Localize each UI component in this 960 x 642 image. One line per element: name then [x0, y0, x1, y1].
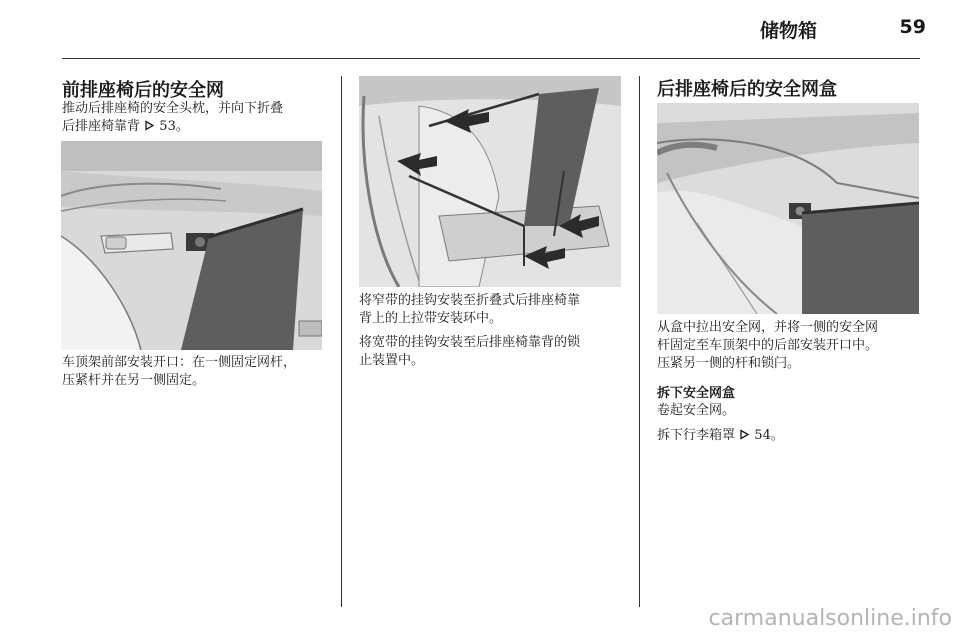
col3-para3: [657, 427, 784, 445]
page-number: 59: [899, 16, 926, 38]
col2-para1-line1: 将窄带的挂钩安装至折叠式后排座椅靠: [359, 293, 581, 308]
arrow-ref-icon[interactable]: [739, 428, 754, 443]
section-heading-front-net: 前排座椅后的安全网: [62, 80, 224, 101]
figure-net-box: [657, 103, 919, 314]
intro-text-label: 后排座椅靠背: [62, 119, 141, 134]
intro-page-ref[interactable]: 53。: [159, 119, 189, 134]
net-box-shape: [802, 203, 919, 314]
col3-page-ref[interactable]: 54。: [754, 428, 784, 443]
col3-para3-label: 拆下行李箱罩: [657, 428, 736, 443]
caption-line1: 车顶架前部安装开口：在一侧固定网杆，: [62, 355, 297, 370]
intro-text-line1: 推动后排座椅的安全头枕，并向下折叠: [62, 101, 284, 116]
column-divider-right: [639, 76, 640, 607]
col3-para2: 卷起安全网。: [657, 403, 736, 418]
col2-para1-line2: 背上的上拉带安装环中。: [359, 311, 503, 326]
watermark: carmanualsonline.info: [708, 606, 952, 631]
figure-strap-hooks: [359, 76, 621, 287]
section-heading-net-box: 后排座椅后的安全网盒: [657, 79, 837, 100]
figure-roof-rail-mount: [61, 141, 322, 350]
col2-para2-line1: 将宽带的挂钩安装至后排座椅靠背的锁: [359, 335, 581, 350]
col2-para2-line2: 止装置中。: [359, 353, 425, 368]
header-divider: [62, 58, 920, 59]
section-title: 储物箱: [760, 20, 818, 42]
column-divider-left: [341, 76, 342, 607]
subheading-remove-box: 拆下安全网盒: [657, 386, 736, 401]
col3-para1-line1: 从盒中拉出安全网，并将一侧的安全网: [657, 320, 879, 335]
col3-para1-line2: 杆固定至车顶架中的后部安装开口中。: [657, 338, 879, 353]
arrow-ref-icon[interactable]: [144, 119, 159, 134]
col3-para1-line3: 压紧另一侧的杆和锁闩。: [657, 356, 801, 371]
caption-line2: 压紧杆并在另一侧固定。: [62, 373, 206, 388]
intro-text-line2: [62, 118, 189, 136]
